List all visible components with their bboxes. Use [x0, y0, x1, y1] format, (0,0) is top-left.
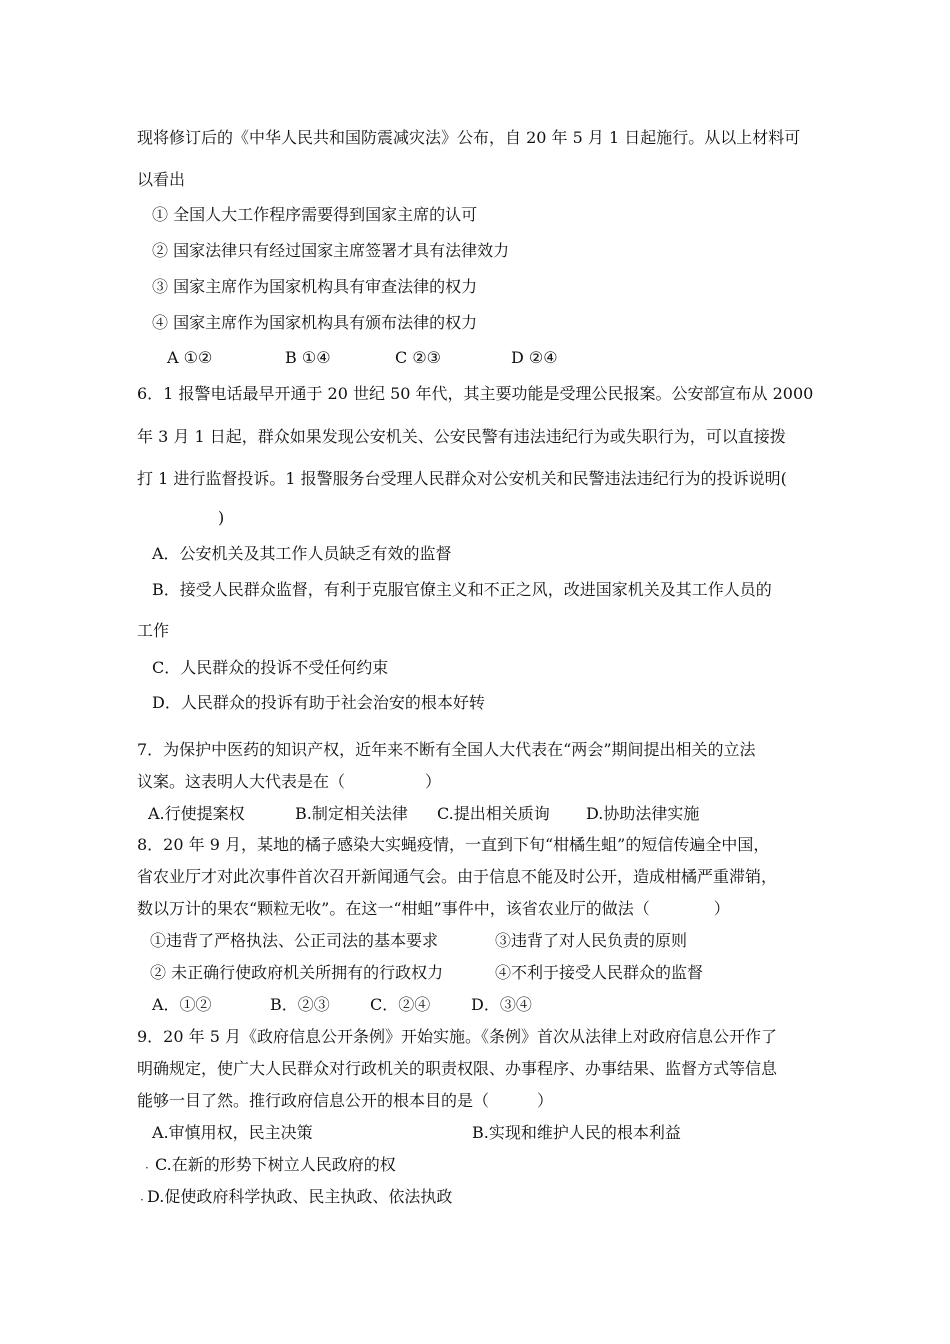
- q8-stem-line2: 省农业厅才对此次事件首次召开新闻通气会。由于信息不能及时公开，造成柑橘严重滞销，: [137, 867, 778, 886]
- q6-stem-line4: ): [218, 508, 225, 527]
- q5-item-1: ① 全国人大工作程序需要得到国家主席的认可: [152, 205, 478, 224]
- q8-option-d: D．③④: [471, 995, 532, 1014]
- q8-option-a: A．①②: [152, 995, 212, 1014]
- q6-option-c: C．人民群众的投诉不受任何约束: [152, 658, 389, 677]
- q8-item-2: ② 未正确行使政府机关所拥有的行政权力: [150, 963, 444, 982]
- q8-item-1: ①违背了严格执法、公正司法的基本要求: [150, 931, 439, 950]
- q5-option-a: A ①②: [167, 348, 213, 367]
- q9-option-a: A.审慎用权，民主决策: [152, 1123, 313, 1142]
- q8-item-4: ④不利于接受人民群众的监督: [495, 963, 704, 982]
- q6-stem-line2: 年 3 月 1 日起，群众如果发现公安机关、公安民警有违法违纪行为或失职行为，可以直接拨: [137, 427, 786, 446]
- q9-stem-line3: 能够一目了然。推行政府信息公开的根本目的是（ ）: [137, 1091, 554, 1110]
- q9-option-d: D.促使政府科学执政、民主执政、依法执政: [147, 1187, 453, 1206]
- q6-option-a: A．公安机关及其工作人员缺乏有效的监督: [152, 544, 452, 563]
- q5-option-c: C ②③: [395, 348, 442, 367]
- q5-option-d: D ②④: [511, 348, 558, 367]
- q6-stem-line3: 打 1 进行监督投诉。1 报警服务台受理人民群众对公安机关和民警违法违纪行为的投诉说明(: [137, 469, 787, 488]
- q5-stem-line1: 现将修订后的《中华人民共和国防震减灾法》公布，自 20 年 5 月 1 日起施行。从以上材料可: [137, 128, 801, 147]
- margin-mark: ·: [140, 1193, 144, 1207]
- q5-option-b: B ①④: [285, 348, 331, 367]
- margin-mark: ·: [145, 1161, 149, 1175]
- q5-item-4: ④ 国家主席作为国家机构具有颁布法律的权力: [152, 313, 478, 332]
- q8-stem-line3: 数以万计的果农“颗粒无收”。在这一“柑蛆”事件中，该省农业厅的做法（ ）: [137, 899, 730, 918]
- q7-option-b: B.制定相关法律: [295, 804, 408, 823]
- q7-option-d: D.协助法律实施: [586, 804, 700, 823]
- q8-option-c: C．②④: [370, 995, 431, 1014]
- q6-option-d: D．人民群众的投诉有助于社会治安的根本好转: [152, 693, 485, 712]
- q5-item-3: ③ 国家主席作为国家机构具有审查法律的权力: [152, 277, 478, 296]
- q8-option-b: B．②③: [270, 995, 330, 1014]
- q7-stem-line1: 7．为保护中医药的知识产权，近年来不断有全国人大代表在“两会”期间提出相关的立法: [137, 740, 756, 759]
- q6-stem-line1: 6．1 报警电话最早开通于 20 世纪 50 年代，其主要功能是受理公民报案。公安部宣布从 2000: [137, 384, 814, 403]
- q9-stem-line1: 9．20 年 5 月《政府信息公开条例》开始实施。《条例》首次从法律上对政府信息公开作了: [137, 1027, 777, 1046]
- q6-option-b-cont: 工作: [137, 621, 170, 640]
- q5-stem-line2: 以看出: [137, 170, 186, 189]
- q5-item-2: ② 国家法律只有经过国家主席签署才具有法律效力: [152, 241, 510, 260]
- q6-option-b: B．接受人民群众监督，有利于克服官僚主义和不正之风，改进国家机关及其工作人员的: [152, 580, 772, 599]
- q7-option-c: C.提出相关质询: [437, 804, 550, 823]
- q7-stem-line2: 议案。这表明人大代表是在（ ）: [137, 772, 442, 791]
- q7-option-a: A.行使提案权: [148, 804, 245, 823]
- q8-item-3: ③违背了对人民负责的原则: [495, 931, 688, 950]
- q9-option-c: C.在新的形势下树立人民政府的权: [155, 1155, 396, 1174]
- q9-option-b: B.实现和维护人民的根本利益: [472, 1123, 681, 1142]
- q8-stem-line1: 8．20 年 9 月，某地的橘子感染大实蝇疫情，一直到下旬“柑橘生蛆”的短信传遍全中国，: [137, 835, 770, 854]
- q9-stem-line2: 明确规定，使广大人民群众对行政机关的职责权限、办事程序、办事结果、监督方式等信息: [137, 1059, 778, 1078]
